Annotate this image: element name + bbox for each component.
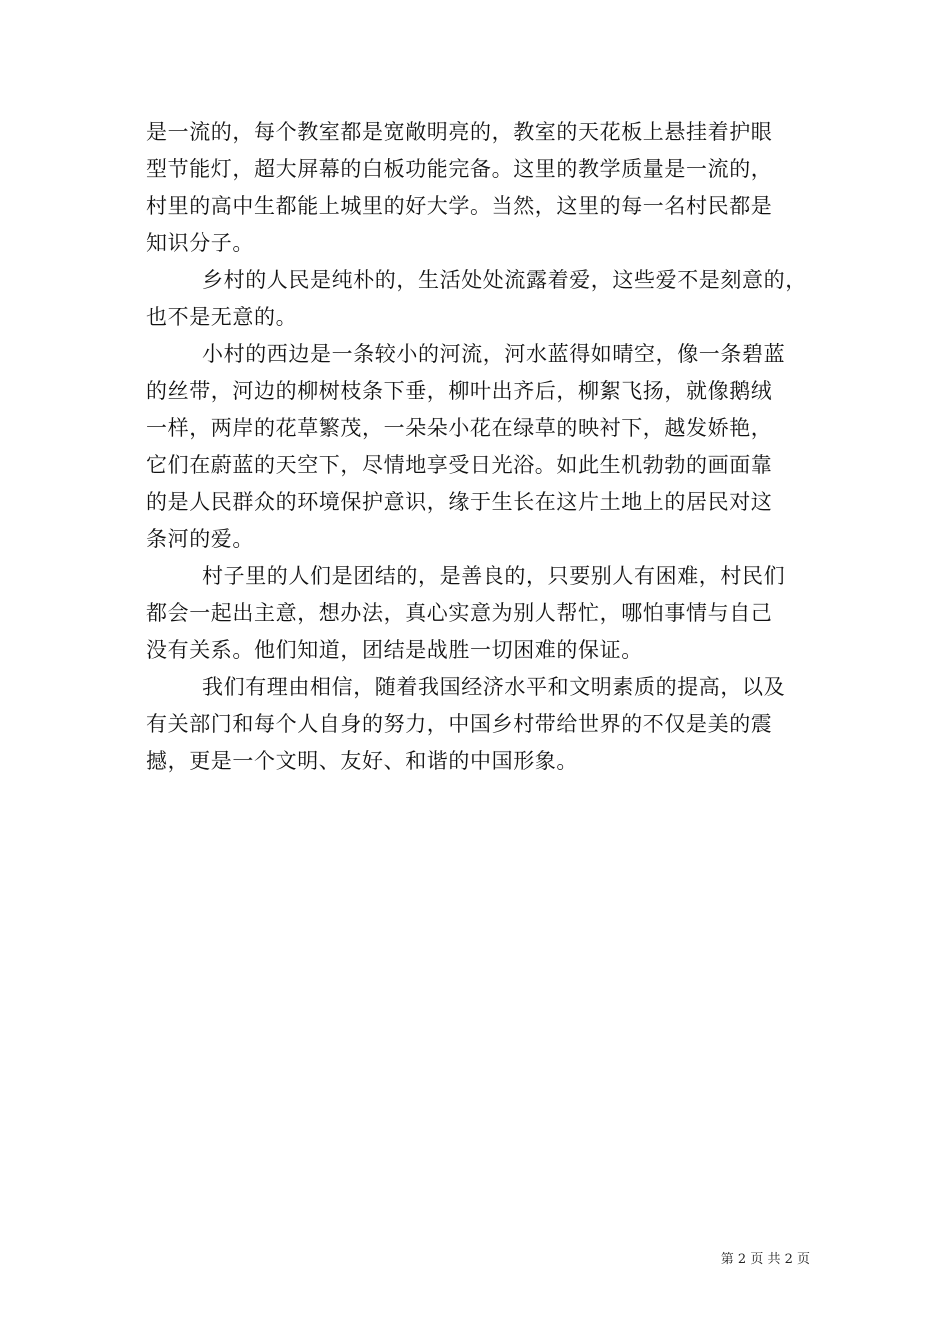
paragraph-first-line: 我们有理由相信，随着我国经济水平和文明素质的提高，以及: [202, 675, 786, 699]
text-line: 撼，更是一个文明、友好、和谐的中国形象。: [146, 749, 578, 773]
text-line: 村里的高中生都能上城里的好大学。当然，这里的每一名村民都是: [146, 194, 773, 218]
text-line: 有关部门和每个人自身的努力，中国乡村带给世界的不仅是美的震: [146, 712, 773, 736]
text-line: 条河的爱。: [146, 527, 254, 551]
text-line: 的丝带，河边的柳树枝条下垂，柳叶出齐后，柳絮飞扬，就像鹅绒: [146, 379, 773, 403]
text-line: 没有关系。他们知道，团结是战胜一切困难的保证。: [146, 638, 643, 662]
text-line: 型节能灯，超大屏幕的白板功能完备。这里的教学质量是一流的，: [146, 157, 773, 181]
text-line: 是一流的，每个教室都是宽敞明亮的，教室的天花板上悬挂着护眼: [146, 120, 773, 144]
text-line: 的是人民群众的环境保护意识，缘于生长在这片土地上的居民对这: [146, 490, 773, 514]
text-line: 它们在蔚蓝的天空下，尽情地享受日光浴。如此生机勃勃的画面靠: [146, 453, 773, 477]
paragraph-first-line: 乡村的人民是纯朴的，生活处处流露着爱，这些爱不是刻意的，: [202, 268, 807, 292]
text-line: 也不是无意的。: [146, 305, 298, 329]
paragraph-first-line: 村子里的人们是团结的，是善良的，只要别人有困难，村民们: [202, 564, 786, 588]
document-body: [146, 114, 814, 780]
page-number-footer: 第 2 页 共 2 页: [720, 1252, 810, 1267]
text-line: 一样，两岸的花草繁茂，一朵朵小花在绿草的映衬下，越发娇艳，: [146, 416, 773, 440]
text-line: 知识分子。: [146, 231, 254, 255]
text-line: 都会一起出主意，想办法，真心实意为别人帮忙，哪怕事情与自己: [146, 601, 773, 625]
paragraph-first-line: 小村的西边是一条较小的河流，河水蓝得如晴空，像一条碧蓝: [202, 342, 786, 366]
